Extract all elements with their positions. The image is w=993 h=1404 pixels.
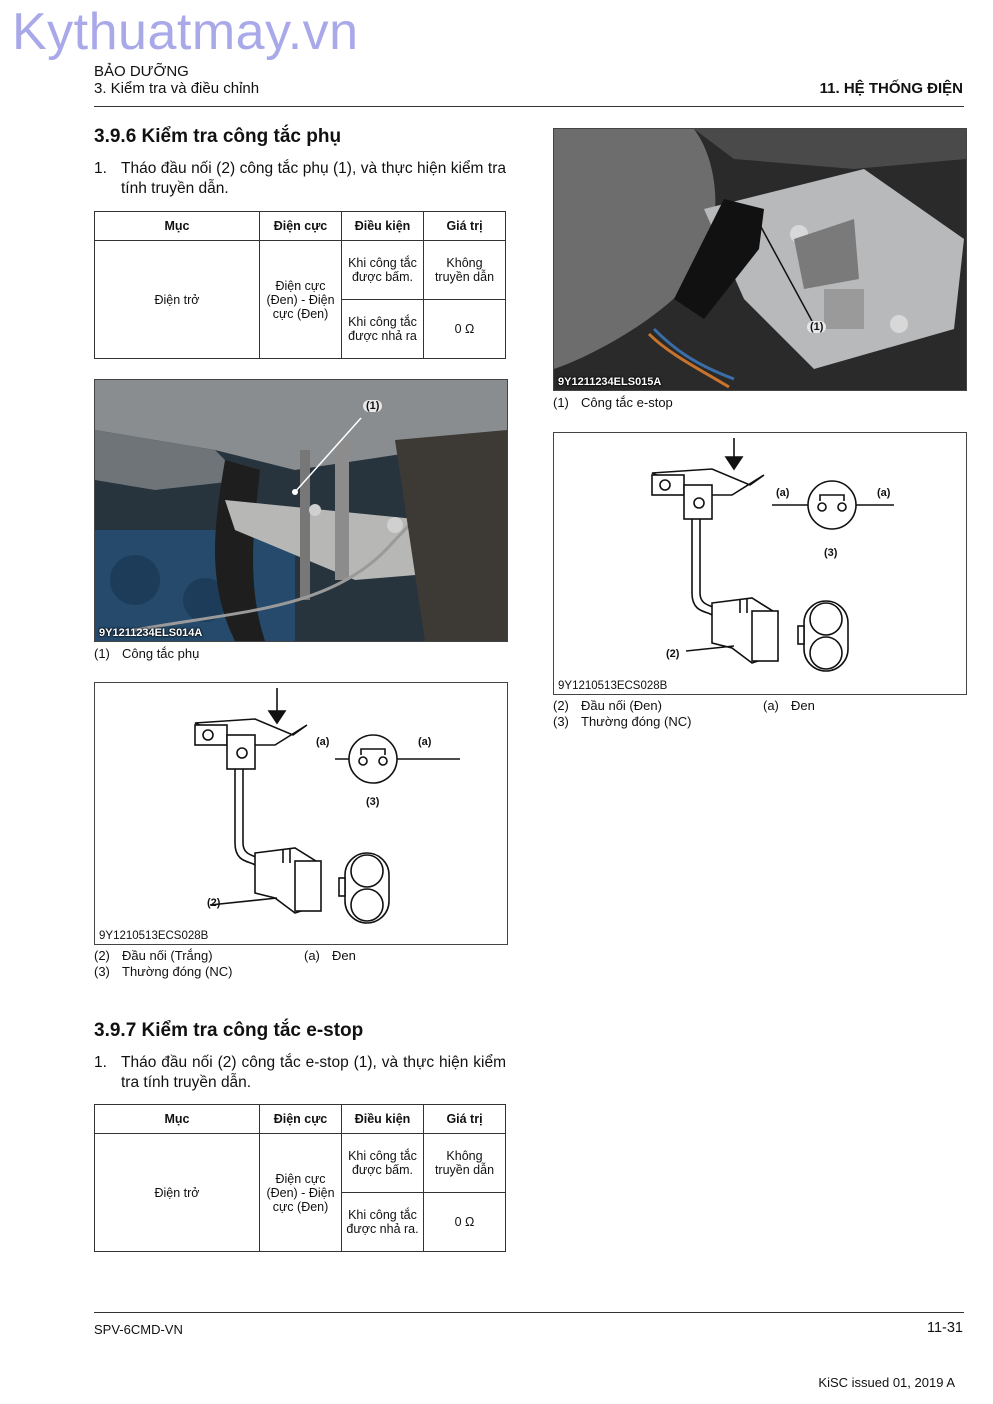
header-subsection: 3. Kiểm tra và điều chỉnh xyxy=(94,80,260,97)
diagram-code: 9Y1210513ECS028B xyxy=(99,930,209,942)
caption-row xyxy=(553,698,763,714)
diagram-captions xyxy=(94,948,506,980)
cell-condition: Khi công tắc được nhả ra. xyxy=(342,1193,424,1252)
switch-diagram xyxy=(554,433,966,694)
col-header-terminal: Điện cực xyxy=(260,212,342,241)
caption-row xyxy=(553,714,965,730)
section-397-table xyxy=(94,1104,506,1252)
section-396-title: 3.9.6 Kiểm tra công tắc phụ xyxy=(94,126,342,147)
col-header-value: Giá trị xyxy=(424,1105,506,1134)
cell-condition: Khi công tắc được nhả ra xyxy=(342,300,424,359)
diagram-estop-switch xyxy=(553,432,967,695)
caption-num: (2) xyxy=(553,698,569,713)
footer-rule xyxy=(94,1312,964,1313)
caption-num: (3) xyxy=(553,714,569,729)
diagram-code: 9Y1210513ECS028B xyxy=(558,680,668,692)
legend-text: Đen xyxy=(332,948,356,963)
photo-caption xyxy=(553,395,673,411)
cell-condition: Khi công tắc được bấm. xyxy=(342,1134,424,1193)
legend-row xyxy=(763,698,815,714)
legend-text: Đen xyxy=(791,698,815,713)
header-section: BẢO DƯỠNG xyxy=(94,63,189,80)
caption-num: (3) xyxy=(94,964,110,979)
cell-item: Điện trở xyxy=(95,1134,260,1252)
col-header-value: Giá trị xyxy=(424,212,506,241)
label-3: (3) xyxy=(366,796,380,808)
caption-text: Công tắc e-stop xyxy=(581,395,673,410)
caption-text: Đầu nối (Đen) xyxy=(581,698,662,713)
footer-issued: KiSC issued 01, 2019 A xyxy=(818,1375,955,1390)
cell-terminal: Điện cực (Đen) - Điện cực (Đen) xyxy=(260,241,342,359)
step-number: 1. xyxy=(94,1054,107,1071)
label-a-left: (a) xyxy=(316,736,330,748)
header-chapter: 11. HỆ THỐNG ĐIỆN xyxy=(819,80,963,97)
cell-value: Không truyền dẫn xyxy=(424,1134,506,1193)
photo-callout: (1) xyxy=(807,321,826,333)
caption-row xyxy=(94,948,304,964)
photo-callout: (1) xyxy=(363,400,382,412)
switch-diagram xyxy=(95,683,507,944)
watermark: Kythuatmay.vn xyxy=(12,3,359,61)
col-header-condition: Điều kiện xyxy=(342,1105,424,1134)
caption-num: (1) xyxy=(94,646,110,661)
label-3: (3) xyxy=(824,547,838,559)
label-2: (2) xyxy=(666,648,680,660)
cell-value: 0 Ω xyxy=(424,1193,506,1252)
diagram-captions xyxy=(553,698,965,730)
photo-illustration xyxy=(95,380,507,641)
section-397-title: 3.9.7 Kiểm tra công tắc e-stop xyxy=(94,1020,364,1041)
photo-code: 9Y1211234ELS014A xyxy=(99,627,203,639)
caption-text: Thường đóng (NC) xyxy=(122,964,233,979)
photo-illustration xyxy=(554,129,966,390)
caption-text: Thường đóng (NC) xyxy=(581,714,692,729)
section-396-step xyxy=(94,159,506,199)
cell-value: 0 Ω xyxy=(424,300,506,359)
caption-text: Đầu nối (Trắng) xyxy=(122,948,213,963)
caption-num: (2) xyxy=(94,948,110,963)
caption-row xyxy=(94,964,506,980)
cell-terminal: Điện cực (Đen) - Điện cực (Đen) xyxy=(260,1134,342,1252)
legend-row xyxy=(304,948,356,964)
col-header-item: Mục xyxy=(95,212,260,241)
cell-value: Không truyền dẫn xyxy=(424,241,506,300)
label-2: (2) xyxy=(207,897,221,909)
step-text: Tháo đầu nối (2) công tắc e-stop (1), và thực hiện kiểm tra tính truyền dẫn. xyxy=(121,1054,506,1091)
label-a-right: (a) xyxy=(418,736,432,748)
col-header-terminal: Điện cực xyxy=(260,1105,342,1134)
footer-doc-code: SPV-6CMD-VN xyxy=(94,1322,183,1337)
section-397-step xyxy=(94,1053,506,1093)
step-number: 1. xyxy=(94,160,107,177)
header-rule xyxy=(94,106,964,107)
step-text: Tháo đầu nối (2) công tắc phụ (1), và thực hiện kiểm tra tính truyền dẫn. xyxy=(121,160,506,197)
cell-condition: Khi công tắc được bấm. xyxy=(342,241,424,300)
label-a-left: (a) xyxy=(776,487,790,499)
photo-aux-switch xyxy=(94,379,508,642)
col-header-condition: Điều kiện xyxy=(342,212,424,241)
photo-estop-switch xyxy=(553,128,967,391)
footer-page-number: 11-31 xyxy=(926,1320,963,1336)
photo-caption xyxy=(94,646,199,662)
legend-num: (a) xyxy=(304,948,320,963)
photo-code: 9Y1211234ELS015A xyxy=(558,376,662,388)
diagram-aux-switch xyxy=(94,682,508,945)
caption-num: (1) xyxy=(553,395,569,410)
label-a-right: (a) xyxy=(877,487,891,499)
col-header-item: Mục xyxy=(95,1105,260,1134)
cell-item: Điện trở xyxy=(95,241,260,359)
caption-text: Công tắc phụ xyxy=(122,646,200,661)
legend-num: (a) xyxy=(763,698,779,713)
section-396-table xyxy=(94,211,506,359)
